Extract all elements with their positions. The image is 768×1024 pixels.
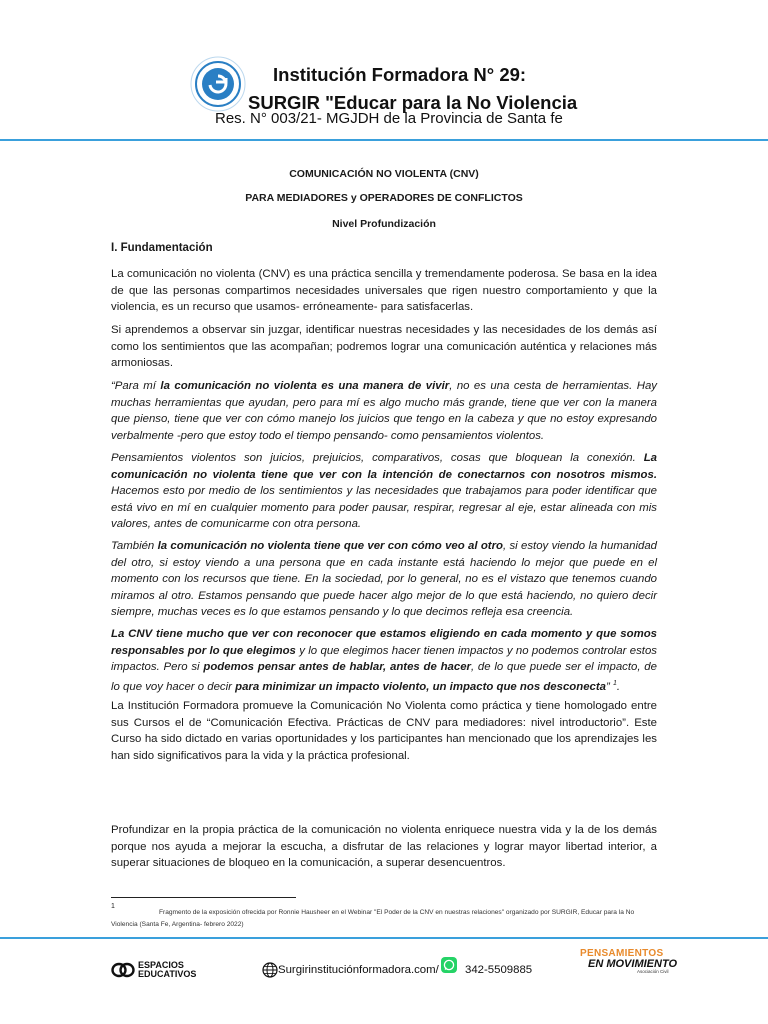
paragraph-8: Profundizar en la propia práctica de la comunicación no violenta enriquece nuestra vida y la de los demás porque nos ayuda a mejorar la escucha, a disfrutar de las relaciones y lograr mayor libertad interior, a superar situaciones de bloqueo en la comunicación, a superar desencuentros. bbox=[111, 824, 657, 869]
globe-icon bbox=[262, 962, 278, 978]
pensamientos-logo-line2: EN MOVIMIENTO bbox=[588, 958, 678, 970]
footnote-divider bbox=[111, 897, 296, 898]
footer-divider bbox=[0, 937, 768, 939]
institution-subtitle: SURGIR "Educar para la No Violencia bbox=[248, 92, 578, 113]
espacios-educativos-logo-icon bbox=[111, 961, 135, 979]
paragraph-2: Si aprendemos a observar sin juzgar, identificar nuestras necesidades y las necesidades de los demás así como los sentimientos que las acompañan; podremos lograr una comunicación auténtica y relaciones más armoniosas. bbox=[111, 324, 657, 369]
p6-text-g: . bbox=[616, 680, 621, 693]
p6-bold-a: La CNV tiene mucho que ver con reconocer que estamos eligiendo en cada momento y que somos responsables por lo que elegimos bbox=[111, 628, 657, 657]
paragraph-4 bbox=[111, 450, 657, 533]
phone-number[interactable]: 342-5509885 bbox=[465, 964, 533, 976]
section-heading: I. Fundamentación bbox=[111, 242, 213, 254]
footnote-text: Fragmento de la exposición ofrecida por Ronnie Hausheer en el Webinar "El Poder de la CNV en nuestras relaciones" organizado por SURGIR, Educar para la No Violencia (Santa Fe, Argentina- febrero 2022) bbox=[111, 909, 635, 928]
paragraph-1: La comunicación no violenta (CNV) es una práctica sencilla y tremendamente poderosa. Se basa en la idea de que las personas compartimos necesidades universales que rigen nuestro comportamiento y que la violencia, es un recurso que usamos- erróneamente- para satisfacerlas. bbox=[111, 268, 657, 313]
paragraph-6 bbox=[111, 626, 657, 695]
pensamientos-logo-line3: Asociación Civil bbox=[637, 969, 669, 974]
website-link[interactable]: Surgirinstituciónformadora.com/ bbox=[278, 964, 439, 976]
p3-bold: la comunicación no violenta es una manera de vivir bbox=[160, 380, 450, 392]
p6-text-f: ” bbox=[606, 680, 613, 693]
p3-text-a: “Para mí bbox=[111, 380, 161, 392]
whatsapp-icon bbox=[441, 957, 457, 973]
p4-text-a: Pensamientos violentos son juicios, prejuicios, comparativos, cosas que bloquean la conexión. bbox=[111, 452, 644, 464]
p5-text-a: También bbox=[111, 540, 158, 552]
institution-logo bbox=[186, 52, 250, 116]
p4-bold: La comunicación no violenta tiene que ver con la intención de conectarnos con nosotros mismos. bbox=[111, 452, 657, 481]
document-subtitle: PARA MEDIADORES y OPERADORES DE CONFLICTOS bbox=[245, 192, 523, 204]
p4-text-c: Hacemos esto por medio de los sentimientos y las necesidades que trabajamos para poder identificar que está vivo en mí en cualquier momento para poder pausar, respirar, regresar al eje, estar alineada con mis valores, antes de comunicarme con otra persona. bbox=[111, 485, 657, 530]
paragraph-3 bbox=[111, 378, 657, 444]
espacios-line1: ESPACIOS bbox=[138, 960, 184, 970]
institution-resolution: Res. N° 003/21- MGJDH de la Provincia de Santa fe bbox=[215, 110, 563, 127]
p6-text-b: y lo que elegimos hacer tienen impactos y no podemos controlar estos impactos. Pero si bbox=[111, 644, 658, 673]
p5-bold: la comunicación no violenta tiene que ver con cómo veo al otro bbox=[157, 540, 503, 552]
document-title: COMUNICACIÓN NO VIOLENTA (CNV) bbox=[289, 168, 479, 180]
paragraph-5 bbox=[111, 538, 657, 621]
p6-text-d: , de lo que puede ser el impacto, de lo que voy hacer o decir bbox=[111, 661, 657, 693]
paragraph-7: La Institución Formadora promueve la Comunicación No Violenta como práctica y tiene homologado entre sus Cursos el de “Comunicación Efectiva. Prácticas de CNV para mediadores: nivel introductorio”. Este Curso ha sido dictado en varias oportunidades y los participantes han mencionado que los aprendizajes les han sido significativos para la vida y la práctica profesional. bbox=[111, 700, 657, 762]
institution-name: Institución Formadora N° 29: bbox=[273, 64, 527, 85]
p6-bold-c: podemos pensar antes de hablar, antes de hacer bbox=[203, 661, 471, 673]
p5-text-c: , si estoy viendo la humanidad del otro, si estoy viendo a una persona que en cada instante está haciendo lo mejor que puede en el momento con los recursos que tiene. En la sociedad, por lo general, no es el vistazo que tenemos cuando miramos al otro. Estamos pensando que puede hacer algo mejor de lo que está haciendo, no quiero decir siempre, muchas veces es lo que estamos pensando y lo que decimos refleja esa creencia. bbox=[111, 540, 658, 618]
surgir-logo-icon bbox=[186, 52, 250, 116]
p3-text-c: , no es una cesta de herramientas. Hay muchas herramientas que ayudan, pero para mí es algo mucho más grande, tiene que ver con la manera que pienso, tiene que ver con cómo manejo los juicios que tengo en la cabeza y que no estoy expresando verbalmente -pero que estoy todo el tiempo pensando- como pensamientos violentos. bbox=[111, 380, 657, 442]
document-level: Nivel Profundización bbox=[332, 218, 436, 230]
p6-bold-e: para minimizar un impacto violento, un impacto que nos desconecta bbox=[235, 680, 607, 693]
header-divider bbox=[0, 139, 768, 141]
espacios-educativos-logo bbox=[138, 961, 196, 979]
footnote-ref[interactable]: 1 bbox=[612, 679, 617, 687]
pensamientos-logo-line1: PENSAMIENTOS bbox=[580, 948, 664, 959]
espacios-line2: EDUCATIVOS bbox=[138, 969, 197, 979]
footnote-number: 1 bbox=[111, 903, 115, 910]
